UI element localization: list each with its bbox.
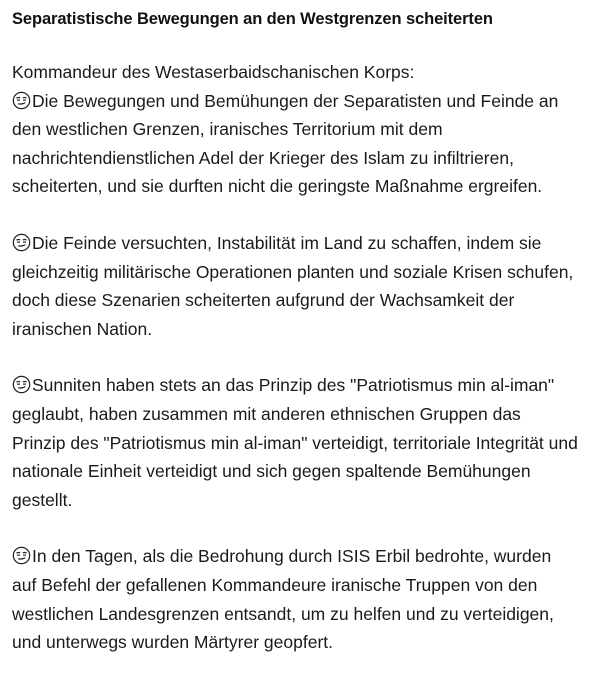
paragraph-text: Die Bewegungen und Bemühungen der Separatisten und Feinde an den westlichen Grenzen, iranisches Territorium mit dem nachrichtendienstlichen Adel der Krieger des Islam zu infiltrieren, scheiterten, und sie durften nicht die geringste Maßnahme ergreifen. [12,90,559,197]
post-intro: Kommandeur des Westaserbaidschanischen Korps: [12,62,415,82]
post-paragraph [12,371,579,514]
smirking-face-icon [12,546,31,565]
post-title: Separatistische Bewegungen an den Westgrenzen scheiterten [12,10,493,28]
smirking-face-icon [12,233,31,252]
smirking-face-icon [12,375,31,394]
smirking-face-icon [12,91,31,110]
paragraph-text: Die Feinde versuchten, Instabilität im Land zu schaffen, indem sie gleichzeitig militärische Operationen planten und soziale Krisen schufen, doch diese Szenarien scheiterten aufgrund der Wachsamkeit der iranischen Nation. [12,232,574,339]
post-paragraph [12,542,579,656]
post-paragraph [12,229,579,343]
paragraph-text: In den Tagen, als die Bedrohung durch ISIS Erbil bedrohte, wurden auf Befehl der gefallenen Kommandeure iranische Truppen von den westlichen Landesgrenzen entsandt, um zu helfen und zu verteidigen, und unterwegs wurden Märtyrer geopfert. [12,546,554,653]
paragraph-text: Sunniten haben stets an das Prinzip des "Patriotismus min al-iman" geglaubt, haben zusammen mit anderen ethnischen Gruppen das Prinzip des "Patriotismus min al-iman" verteidigt, territoriale Integrität und nationale Einheit verteidigt und sich gegen spaltende Bemühungen gestellt. [12,375,578,510]
post-paragraph [12,87,579,201]
